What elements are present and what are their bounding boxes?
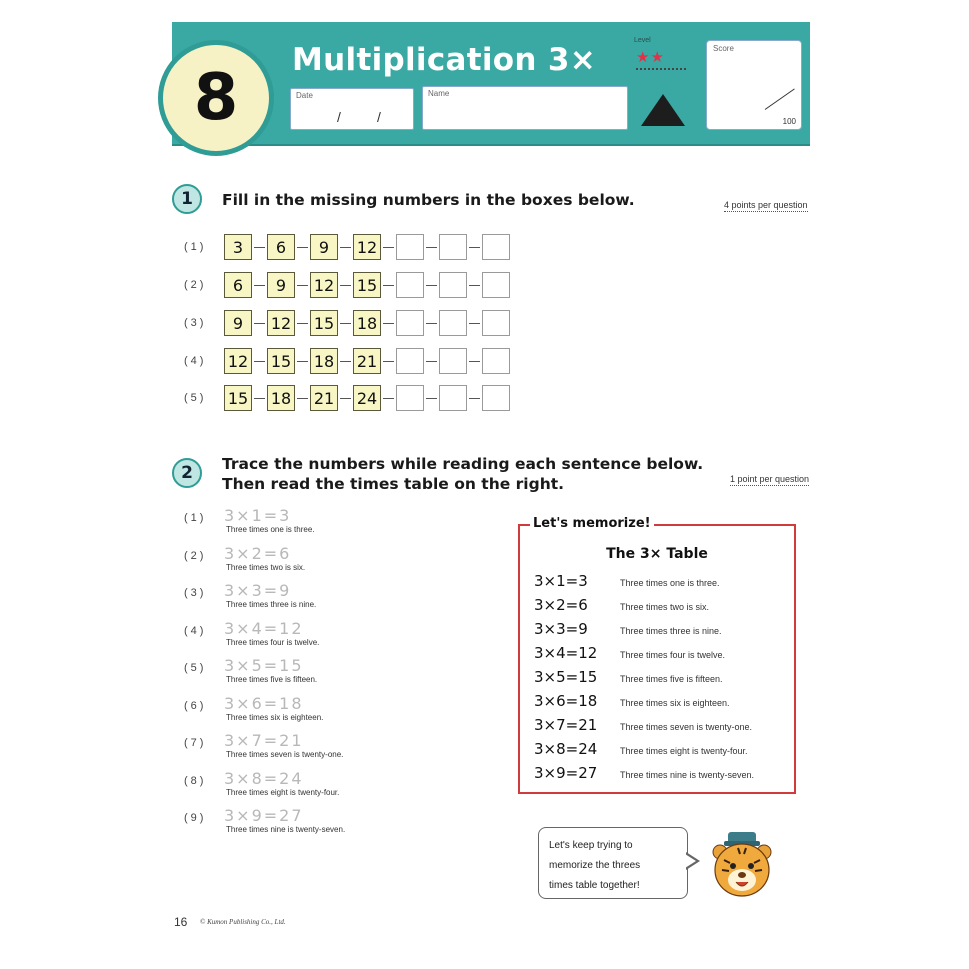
given-number-cell: 6 (224, 272, 252, 298)
memorize-equation: 3×6=18 (534, 692, 598, 710)
sequence-dash (469, 361, 480, 362)
memorize-sentence: Three times nine is twenty-seven. (620, 770, 755, 780)
sequence-row (184, 233, 510, 261)
given-number-cell: 24 (353, 385, 381, 411)
trace-item (184, 806, 345, 834)
sequence-dash (469, 323, 480, 324)
sequence-dash (469, 398, 480, 399)
sequence-dash (426, 285, 437, 286)
trace-item (184, 506, 314, 534)
memorize-row (534, 692, 730, 710)
answer-box[interactable] (396, 348, 424, 374)
page-title: Multiplication 3× (292, 42, 596, 78)
row-label: (5) (184, 392, 207, 404)
sequence-dash (469, 247, 480, 248)
bubble-line: Let's keep trying to (549, 840, 633, 851)
section-2-instruction-line2: Then read the times table on the right. (222, 475, 565, 493)
given-number-cell: 15 (267, 348, 295, 374)
trace-item (184, 694, 323, 722)
trace-equation-row (184, 694, 323, 713)
given-number-cell: 21 (310, 385, 338, 411)
trace-sentence: Three times one is three. (226, 525, 315, 534)
given-number-cell: 15 (353, 272, 381, 298)
sequence-row (184, 347, 510, 375)
given-number-cell: 3 (224, 234, 252, 260)
lesson-number: 8 (193, 61, 239, 135)
trace-equation-row (184, 581, 316, 600)
trace-item-label: (7) (184, 737, 207, 749)
memorize-sentence: Three times three is nine. (620, 626, 722, 636)
trace-item-label: (4) (184, 624, 207, 637)
trace-equation-row (184, 544, 305, 563)
trace-equation[interactable]: 3×5=15 (224, 656, 304, 675)
sequence-dash (383, 285, 394, 286)
sequence-dash (254, 398, 265, 399)
memorize-sentence: Three times eight is twenty-four. (620, 746, 748, 756)
trace-equation[interactable]: 3×9=27 (224, 806, 304, 825)
sequence-dash (297, 361, 308, 362)
sequence-row (184, 271, 510, 299)
tiger-mascot-icon (710, 830, 774, 902)
trace-item-label: (8) (184, 774, 207, 787)
answer-box[interactable] (396, 272, 424, 298)
trace-sentence: Three times six is eighteen. (226, 712, 324, 722)
sequence-dash (254, 247, 265, 248)
sequence-dash (383, 398, 394, 399)
given-number-cell: 12 (353, 234, 381, 260)
memorize-sentence: Three times one is three. (620, 578, 720, 588)
sequence-dash (297, 398, 308, 399)
trace-equation-row (184, 656, 317, 675)
given-number-cell: 15 (310, 310, 338, 336)
triangle-level-icon (641, 94, 685, 126)
trace-item-label: (3) (184, 587, 207, 599)
trace-equation-row (184, 619, 319, 638)
memorize-row (534, 668, 723, 686)
sequence-dash (340, 323, 351, 324)
trace-item (184, 581, 316, 609)
memorize-equation: 3×9=27 (534, 764, 598, 782)
sequence-dash (426, 398, 437, 399)
trace-equation-row (184, 731, 343, 750)
memorize-sentence: Three times five is fifteen. (620, 674, 723, 684)
answer-box[interactable] (482, 385, 510, 411)
trace-sentence: Three times three is nine. (226, 600, 317, 609)
section-2-number: 2 (172, 458, 202, 488)
answer-box[interactable] (396, 385, 424, 411)
section-2-instruction (222, 454, 703, 494)
date-label: Date (296, 91, 313, 100)
sequence-dash (469, 285, 480, 286)
score-slash-line (765, 88, 795, 109)
bubble-line: times table together! (549, 880, 640, 891)
name-field[interactable] (422, 86, 628, 130)
memorize-sentence: Three times six is eighteen. (620, 698, 730, 708)
given-number-cell: 12 (224, 348, 252, 374)
trace-item-label: (2) (184, 549, 207, 562)
sequence-dash (254, 285, 265, 286)
memorize-row (534, 644, 725, 662)
memorize-equation: 3×3=9 (534, 620, 588, 638)
trace-sentence: Three times two is six. (226, 562, 306, 572)
section-1-instruction: Fill in the missing numbers in the boxes below. (222, 191, 635, 209)
trace-sentence: Three times eight is twenty-four. (226, 787, 340, 797)
sequence-dash (383, 247, 394, 248)
trace-sentence: Three times five is fifteen. (226, 675, 318, 684)
trace-equation-row (184, 769, 339, 788)
given-number-cell: 15 (224, 385, 252, 411)
memorize-row (534, 572, 720, 590)
sequence-dash (340, 285, 351, 286)
sequence-dash (426, 247, 437, 248)
memorize-equation: 3×5=15 (534, 668, 598, 686)
row-label: (1) (184, 241, 207, 253)
level-divider (636, 68, 686, 70)
memorize-title: The 3× Table (606, 546, 708, 562)
trace-item-label: (6) (184, 699, 207, 712)
trace-equation-row (184, 806, 345, 825)
sequence-dash (297, 323, 308, 324)
answer-box[interactable] (482, 234, 510, 260)
given-number-cell: 21 (353, 348, 381, 374)
given-number-cell: 18 (353, 310, 381, 336)
trace-item (184, 656, 317, 684)
speech-bubble (538, 827, 688, 899)
sequence-row (184, 309, 510, 337)
trace-equation-row (184, 506, 314, 525)
bubble-line: memorize the threes (549, 860, 641, 871)
sequence-dash (383, 323, 394, 324)
score-max: 100 (782, 117, 796, 126)
answer-box[interactable] (482, 272, 510, 298)
section-1-points: 4 points per question (724, 200, 808, 210)
level-label: Level (634, 37, 651, 44)
trace-sentence: Three times four is twelve. (226, 637, 320, 647)
memorize-equation: 3×7=21 (534, 716, 598, 734)
score-label: Score (713, 44, 734, 53)
trace-item (184, 544, 305, 572)
trace-item (184, 769, 339, 797)
answer-box[interactable] (439, 272, 467, 298)
sequence-dash (297, 285, 308, 286)
answer-box[interactable] (482, 348, 510, 374)
given-number-cell: 9 (310, 234, 338, 260)
memorize-row (534, 596, 709, 614)
worksheet-page (158, 22, 810, 947)
answer-box[interactable] (439, 385, 467, 411)
speech-bubble-text (549, 836, 681, 896)
given-number-cell: 18 (310, 348, 338, 374)
trace-equation[interactable]: 3×7=21 (224, 731, 304, 750)
memorize-equation: 3×2=6 (534, 596, 588, 614)
name-label: Name (428, 89, 450, 98)
trace-equation[interactable]: 3×3=9 (224, 581, 292, 600)
memorize-sentence: Three times four is twelve. (620, 650, 726, 660)
given-number-cell: 12 (310, 272, 338, 298)
trace-equation[interactable]: 3×8=24 (224, 768, 304, 788)
trace-equation[interactable]: 3×6=18 (224, 693, 304, 713)
memorize-header: Let's memorize! (530, 516, 654, 531)
section-2-instruction-line1: Trace the numbers while reading each sentence below. (222, 455, 704, 473)
memorize-row (534, 620, 722, 638)
memorize-row (534, 764, 754, 782)
memorize-equation: 3×8=24 (534, 740, 598, 758)
memorize-row (534, 716, 752, 734)
sequence-dash (254, 361, 265, 362)
sequence-dash (340, 361, 351, 362)
given-number-cell: 9 (267, 272, 295, 298)
trace-sentence: Three times nine is twenty-seven. (226, 825, 346, 834)
copyright: © Kumon Publishing Co., Ltd. (200, 918, 286, 926)
trace-item (184, 731, 343, 759)
sequence-dash (426, 361, 437, 362)
row-label: (4) (184, 355, 207, 367)
answer-box[interactable] (396, 234, 424, 260)
date-slash: / (337, 109, 341, 125)
trace-item-label: (5) (184, 662, 207, 674)
speech-bubble-tail-inner (685, 854, 696, 868)
page-number: 16 (174, 915, 188, 929)
given-number-cell: 9 (224, 310, 252, 336)
score-field[interactable] (706, 40, 802, 130)
memorize-sentence: Three times two is six. (620, 602, 710, 612)
memorize-equation: 3×4=12 (534, 644, 598, 662)
sequence-dash (297, 247, 308, 248)
row-label: (3) (184, 317, 207, 329)
answer-box[interactable] (439, 310, 467, 336)
trace-equation[interactable]: 3×1=3 (224, 506, 292, 525)
given-number-cell: 12 (267, 310, 295, 336)
sequence-dash (383, 361, 394, 362)
sequence-dash (254, 323, 265, 324)
trace-item-label: (1) (184, 512, 207, 524)
given-number-cell: 18 (267, 385, 295, 411)
trace-equation[interactable]: 3×4=12 (224, 618, 304, 638)
answer-box[interactable] (439, 234, 467, 260)
sequence-dash (340, 398, 351, 399)
section-1-number: 1 (172, 184, 202, 214)
given-number-cell: 6 (267, 234, 295, 260)
trace-equation[interactable]: 3×2=6 (224, 543, 292, 563)
level-stars-icon: ★★ (636, 48, 665, 66)
lesson-number-badge (158, 40, 274, 156)
answer-box[interactable] (439, 348, 467, 374)
sequence-dash (426, 323, 437, 324)
memorize-equation: 3×1=3 (534, 572, 588, 590)
trace-item (184, 619, 319, 647)
memorize-box (518, 516, 796, 794)
trace-item-label: (9) (184, 812, 207, 824)
sequence-dash (340, 247, 351, 248)
answer-box[interactable] (396, 310, 424, 336)
section-2-points: 1 point per question (730, 474, 810, 484)
date-slash: / (377, 109, 381, 125)
row-label: (2) (184, 279, 207, 291)
answer-box[interactable] (482, 310, 510, 336)
date-field[interactable] (290, 88, 414, 130)
memorize-row (534, 740, 748, 758)
memorize-sentence: Three times seven is twenty-one. (620, 722, 753, 732)
sequence-row (184, 384, 510, 412)
trace-sentence: Three times seven is twenty-one. (226, 750, 344, 759)
